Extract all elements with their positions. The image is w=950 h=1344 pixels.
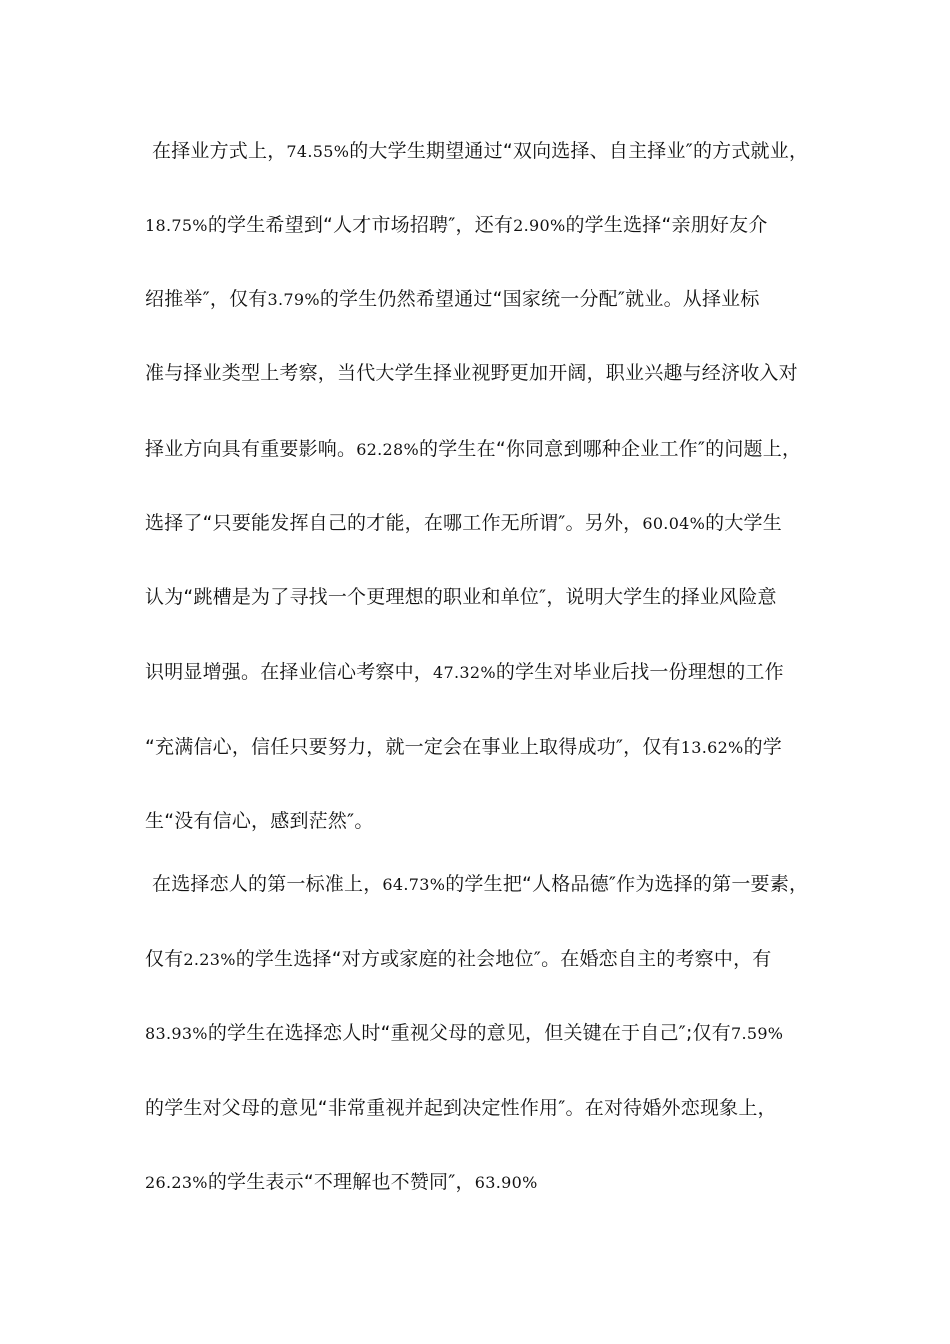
text-line-15: 26.23%的学生表示“不理解也不赞同″，63.90% bbox=[145, 1171, 538, 1193]
text-line-10: 生“没有信心，感到茫然″。 bbox=[145, 810, 374, 832]
text-line-9: “充满信心，信任只要努力，就一定会在事业上取得成功″，仅有13.62%的学 bbox=[145, 736, 782, 758]
text-line-8: 识明显增强。在择业信心考察中，47.32%的学生对毕业后找一份理想的工作 bbox=[145, 661, 784, 683]
text-line-4: 准与择业类型上考察，当代大学生择业视野更加开阔，职业兴趣与经济收入对 bbox=[145, 362, 798, 384]
text-line-7: 认为“跳槽是为了寻找一个更理想的职业和单位″，说明大学生的择业风险意 bbox=[145, 586, 777, 608]
text-line-2: 18.75%的学生希望到“人才市场招聘″，还有2.90%的学生选择“亲朋好友介 bbox=[145, 214, 768, 236]
text-line-6: 选择了“只要能发挥自己的才能，在哪工作无所谓″。另外，60.04%的大学生 bbox=[145, 512, 782, 534]
text-line-11: 在选择恋人的第一标准上，64.73%的学生把“人格品德″作为选择的第一要素， bbox=[152, 873, 809, 895]
text-line-3: 绍推举″，仅有3.79%的学生仍然希望通过“国家统一分配″就业。从择业标 bbox=[145, 288, 760, 310]
text-line-5: 择业方向具有重要影响。62.28%的学生在“你同意到哪种企业工作″的问题上， bbox=[145, 438, 802, 460]
text-line-14: 的学生对父母的意见“非常重视并起到决定性作用″。在对待婚外恋现象上， bbox=[145, 1097, 777, 1119]
text-line-12: 仅有2.23%的学生选择“对方或家庭的社会地位″。在婚恋自主的考察中，有 bbox=[145, 948, 772, 970]
text-line-13: 83.93%的学生在选择恋人时“重视父母的意见，但关键在于自己″;仅有7.59% bbox=[145, 1022, 784, 1044]
text-line-1: 在择业方式上，74.55%的大学生期望通过“双向选择、自主择业″的方式就业， bbox=[152, 140, 809, 162]
